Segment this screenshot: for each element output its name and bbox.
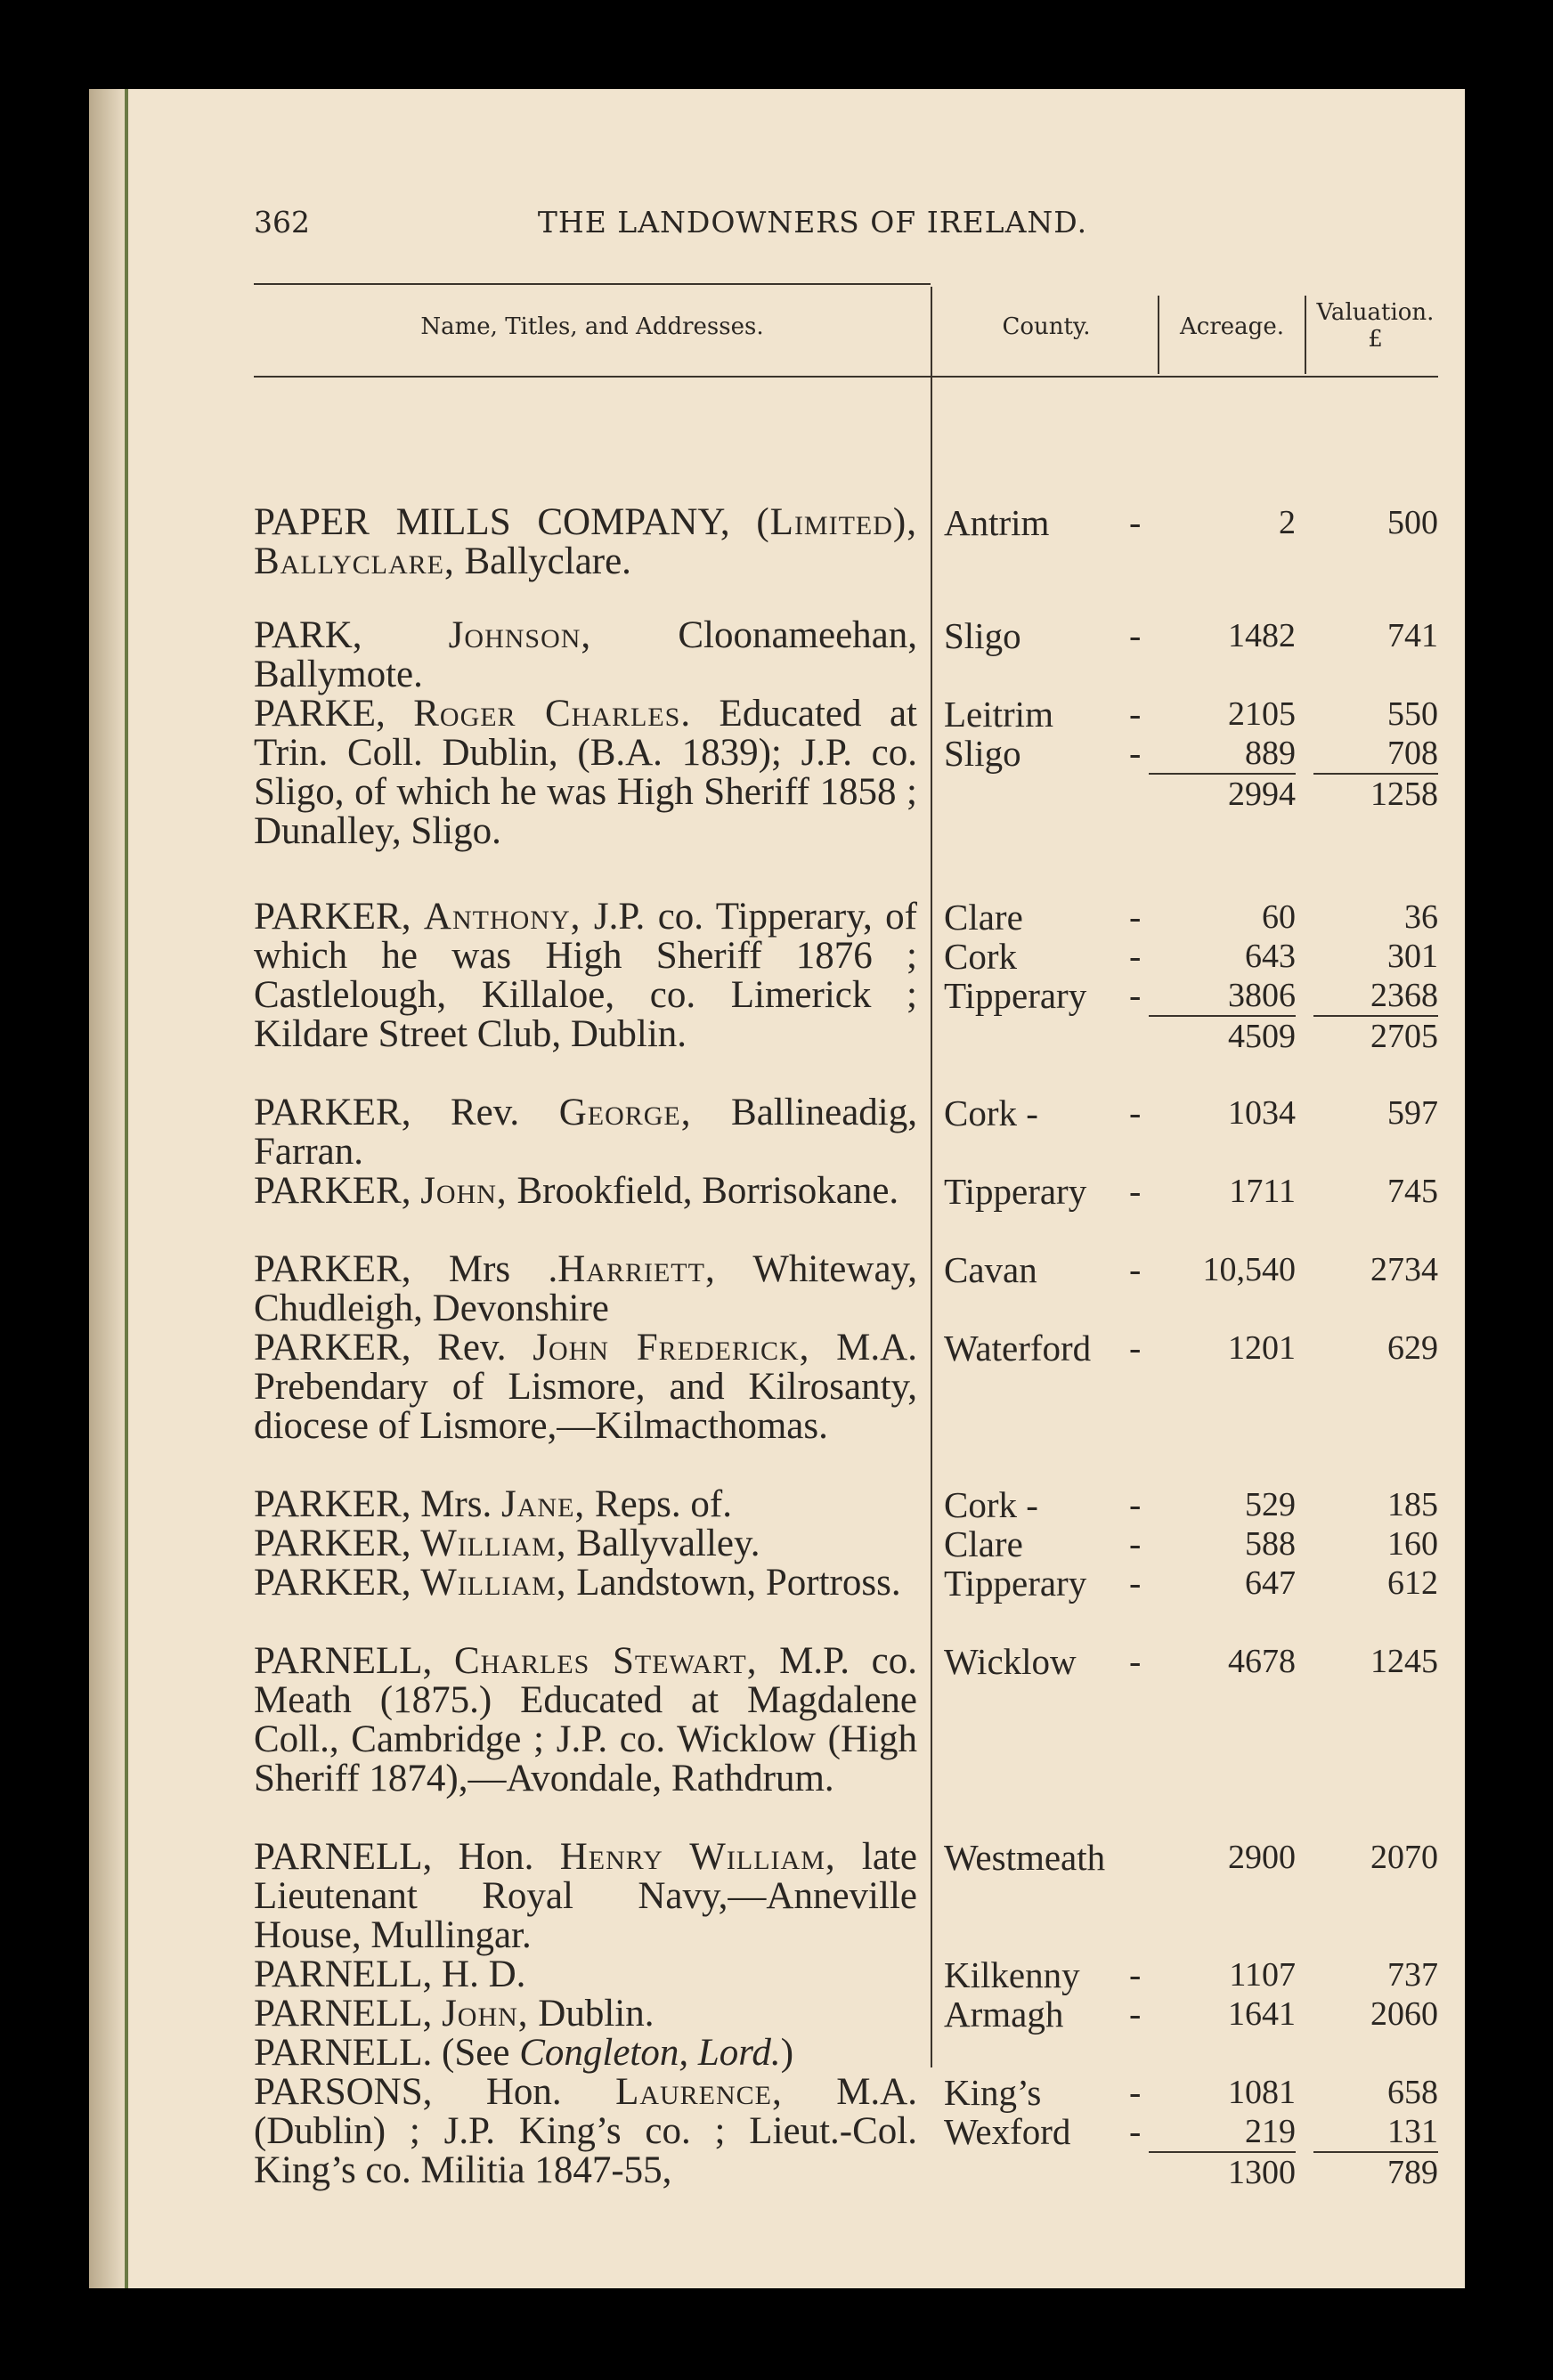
entry-holding-row	[89, 1250, 1465, 1289]
acreage-cell: 4509	[1149, 1015, 1296, 1056]
dash-cell: -	[1129, 1954, 1142, 1994]
entry-name-part: Cloonameehan, Ballymote.	[254, 614, 917, 695]
entry-name-part: Johnson,	[448, 614, 592, 656]
acreage-cell: 3806	[1228, 977, 1296, 1014]
column-header-name: Name, Titles, and Addresses.	[420, 313, 764, 340]
entry-name-part: Landstown, Portross.	[566, 1562, 901, 1604]
acreage-cell: 1081	[1228, 2074, 1296, 2111]
entry-name-part: Congleton, Lord.	[519, 2032, 781, 2074]
dash-cell: -	[1129, 975, 1142, 1015]
valuation-cell: 597	[1387, 1094, 1438, 1132]
entry-name-part: PARKER,	[254, 896, 424, 938]
entry-name-part: Brookfield, Borrisokane.	[507, 1170, 899, 1212]
entry-name-part: PARNELL, Hon.	[254, 1836, 560, 1878]
valuation-cell: 789	[1313, 2151, 1438, 2192]
entry-name-part: Ballyclare.	[454, 540, 631, 582]
county-cell: Cavan	[944, 1249, 1037, 1290]
header-bottom-rule	[254, 376, 1438, 378]
entry-holding-row	[89, 2073, 1465, 2112]
entry-holding-row	[89, 1955, 1465, 1994]
entry-holding-row	[89, 1328, 1465, 1368]
entry-name-part: PARKER,	[254, 1170, 421, 1212]
entry-holding-row	[89, 1564, 1465, 1603]
valuation-cell: 1245	[1370, 1643, 1438, 1680]
valuation-cell: 745	[1387, 1173, 1438, 1210]
entry-name-part: Ballyvalley.	[566, 1523, 760, 1564]
entry-name-part: George,	[558, 1092, 692, 1133]
entry-name-part: PARSONS, Hon.	[254, 2071, 616, 2113]
acreage-cell: 1482	[1228, 617, 1296, 654]
acreage-cell: 219	[1245, 2113, 1296, 2150]
valuation-cell: 160	[1387, 1525, 1438, 1563]
entry-holding-row	[89, 616, 1465, 655]
running-head	[254, 205, 1371, 258]
entry-name-part: William,	[420, 1523, 567, 1564]
entry-name-part: PARKE,	[254, 693, 414, 735]
valuation-cell: 131	[1387, 2113, 1438, 2150]
entry-holding-row	[89, 976, 1465, 1015]
column-header-county: County.	[1002, 313, 1091, 340]
dash-cell: -	[1129, 733, 1142, 773]
entry-name-part: PARK,	[254, 614, 449, 656]
entry-holding-row	[89, 1524, 1465, 1564]
acreage-cell: 889	[1245, 735, 1296, 772]
acreage-cell: 2900	[1228, 1839, 1296, 1876]
entry-holding-row	[89, 1838, 1465, 1877]
dash-cell: -	[1129, 897, 1142, 937]
dash-cell: -	[1129, 1994, 1142, 2034]
county-cell: Clare	[944, 897, 1023, 938]
dash-cell: -	[1129, 1171, 1142, 1211]
valuation-cell: 629	[1387, 1329, 1438, 1367]
entry-name-part: Anthony,	[423, 896, 581, 938]
entry-holding-row	[89, 1994, 1465, 2034]
entry-name-part: PARKER,	[254, 1562, 421, 1604]
entry-name-part: PARNELL. (See	[254, 2032, 520, 2074]
entry-name-part: PARKER, Rev.	[254, 1092, 559, 1133]
acreage-cell: 2994	[1149, 773, 1296, 814]
valuation-label: Valuation.	[1316, 299, 1435, 326]
dash-cell: -	[1129, 502, 1142, 542]
entry-holding-row	[89, 1172, 1465, 1211]
entry-name-part: Ballineadig, Farran.	[254, 1092, 917, 1173]
county-cell: Antrim	[944, 502, 1050, 543]
entry-name-part: PAPER MILLS COMPANY,	[254, 501, 757, 543]
county-cell: Tipperary	[944, 1171, 1087, 1212]
acreage-cell: 1711	[1229, 1173, 1296, 1210]
entry-name-part: Educated at Trin. Coll. Dublin, (B.A. 1839); J.P. co. Sligo, of which he was High Sheriff 1858 ; Dunalley, Sligo.	[254, 693, 917, 852]
county-cell: Wicklow	[944, 1641, 1077, 1682]
entry-holding-row	[89, 1642, 1465, 1681]
acreage-cell: 1034	[1228, 1094, 1296, 1132]
county-cell: Kilkenny	[944, 1954, 1080, 1995]
acreage-cell: 60	[1262, 898, 1296, 936]
entry-name	[254, 2034, 917, 2073]
dash-cell: -	[1129, 2072, 1142, 2112]
entry-name-part: PARKER,	[254, 1523, 421, 1564]
entry-name-part: Whiteway, Chudleigh, Devonshire	[254, 1248, 917, 1329]
acreage-cell: 2105	[1228, 695, 1296, 733]
entry-name-part: William,	[420, 1562, 567, 1604]
entry-name-part: (Limited), Ballyclare,	[254, 501, 917, 582]
entry-name-part: Harriett,	[557, 1248, 716, 1290]
valuation-cell: 185	[1387, 1486, 1438, 1523]
dash-cell: -	[1129, 936, 1142, 976]
entry-name-part: PARKER, Mrs .	[254, 1248, 558, 1290]
valuation-cell: 2070	[1370, 1839, 1438, 1876]
entry-name-part: PARNELL,	[254, 1993, 443, 2035]
running-title: THE LANDOWNERS OF IRELAND.	[537, 205, 1088, 240]
acreage-cell: 647	[1245, 1564, 1296, 1602]
acreage-cell: 1641	[1228, 1995, 1296, 2033]
entry-total-row	[89, 1015, 1465, 1054]
county-cell: Cork	[944, 936, 1017, 977]
valuation-cell: 301	[1387, 938, 1438, 975]
entry-name-part: PARNELL,	[254, 1640, 454, 1682]
entry-holding-row	[89, 695, 1465, 734]
county-cell: Cork -	[944, 1484, 1038, 1525]
valuation-cell: 2734	[1370, 1251, 1438, 1288]
valuation-cell: 658	[1387, 2074, 1438, 2111]
entry-name-part: Dublin.	[528, 1993, 655, 2035]
entry-name-part: John,	[442, 1993, 529, 2035]
county-cell: Tipperary	[944, 1563, 1087, 1604]
county-cell: Waterford	[944, 1328, 1092, 1369]
entry-name-part: Roger Charles.	[413, 693, 692, 735]
county-cell: Clare	[944, 1523, 1023, 1564]
entry-total-row	[89, 2151, 1465, 2190]
entry-name-part: John Frederick,	[533, 1327, 810, 1369]
dash-cell: -	[1129, 1641, 1142, 1681]
acreage-cell: 2	[1279, 504, 1296, 541]
county-cell: Westmeath	[944, 1837, 1106, 1878]
entry-name-part: John,	[420, 1170, 508, 1212]
entry-holding-row	[89, 937, 1465, 976]
entry-name-part: PARKER, Mrs.	[254, 1483, 501, 1525]
valuation-cell: 550	[1387, 695, 1438, 733]
entry-name-part: Reps. of.	[585, 1483, 732, 1525]
entry-holding-row	[89, 1485, 1465, 1524]
acreage-cell: 588	[1245, 1525, 1296, 1563]
valuation-cell: 36	[1404, 898, 1438, 936]
valuation-cell: 737	[1387, 1956, 1438, 1994]
entry-name-part: Charles Stewart,	[453, 1640, 758, 1682]
entry-name-part: M.A. (Dublin) ; J.P. King’s co. ; Lieut.-Col. King’s co. Militia 1847-55,	[254, 2071, 917, 2191]
book-page	[89, 89, 1465, 2288]
county-cell: Leitrim	[944, 694, 1053, 735]
entry-name-part: J.P. co. Tipperary, of which he was High Sheriff 1876 ; Castlelough, Killaloe, co. Limerick ; Kildare Street Club, Dublin.	[254, 896, 917, 1055]
dash-cell: -	[1129, 2111, 1142, 2151]
entry-name-part: PARKER, Rev.	[254, 1327, 533, 1369]
entry-name-part: Laurence,	[615, 2071, 783, 2113]
county-cell: Armagh	[944, 1994, 1064, 2035]
dash-cell: -	[1129, 1249, 1142, 1289]
entry-name-part: Henry William,	[559, 1836, 836, 1878]
dash-cell: -	[1129, 1563, 1142, 1603]
acreage-cell: 1201	[1228, 1329, 1296, 1367]
valuation-cell: 2368	[1370, 977, 1438, 1014]
entry-holding-row	[89, 1093, 1465, 1133]
county-cell: Tipperary	[944, 975, 1087, 1016]
entry-holding-row	[89, 734, 1465, 773]
valuation-cell: 2705	[1313, 1015, 1438, 1056]
dash-cell: -	[1129, 694, 1142, 734]
dash-cell: -	[1129, 1484, 1142, 1524]
valuation-cell: 612	[1387, 1564, 1438, 1602]
column-header-acreage: Acreage.	[1180, 313, 1284, 340]
acreage-cell: 643	[1245, 938, 1296, 975]
acreage-cell: 529	[1245, 1486, 1296, 1523]
valuation-cell: 500	[1387, 504, 1438, 541]
county-cell: Sligo	[944, 615, 1021, 656]
entry-total-row	[89, 773, 1465, 812]
entry-name-part: M.P. co. Meath (1875.) Educated at Magdalene Coll., Cambridge ; J.P. co. Wicklow (High Sheriff 1874),—Avondale, Rathdrum.	[254, 1640, 918, 1799]
entry-name-part: )	[780, 2032, 794, 2074]
county-cell: Sligo	[944, 733, 1021, 774]
acreage-cell: 10,540	[1202, 1251, 1296, 1288]
dash-cell: -	[1129, 1328, 1142, 1368]
entry-holding-row	[89, 898, 1465, 937]
entry-holding-row	[89, 503, 1465, 542]
county-cell: King’s	[944, 2072, 1042, 2113]
page-number: 362	[254, 205, 310, 240]
entry-name-part: late Lieutenant Royal Navy,—Anneville House, Mullingar.	[254, 1836, 917, 1956]
column-header-valuation	[1306, 299, 1444, 353]
dash-cell: -	[1129, 615, 1142, 655]
valuation-cell: 1258	[1313, 773, 1438, 814]
acreage-cell: 1107	[1229, 1956, 1296, 1994]
county-cell: Cork -	[944, 1093, 1038, 1133]
dash-cell: -	[1129, 1093, 1142, 1133]
valuation-cell: 708	[1387, 735, 1438, 772]
entry-holding-row	[89, 2112, 1465, 2151]
header-top-rule	[254, 283, 931, 285]
acreage-cell: 4678	[1228, 1643, 1296, 1680]
valuation-cell: 741	[1387, 617, 1438, 654]
county-cell: Wexford	[944, 2111, 1071, 2152]
acreage-cell: 1300	[1149, 2151, 1296, 2192]
valuation-cell: 2060	[1370, 1995, 1438, 2033]
valuation-unit: £	[1368, 326, 1383, 353]
entry-name-part: PARNELL, H. D.	[254, 1954, 526, 1995]
dash-cell: -	[1129, 1523, 1142, 1564]
entry-name-part: Jane,	[501, 1483, 586, 1525]
entry-name-part: M.A. Prebendary of Lismore, and Kilrosanty, diocese of Lismore,—Kilmacthomas.	[254, 1327, 917, 1447]
